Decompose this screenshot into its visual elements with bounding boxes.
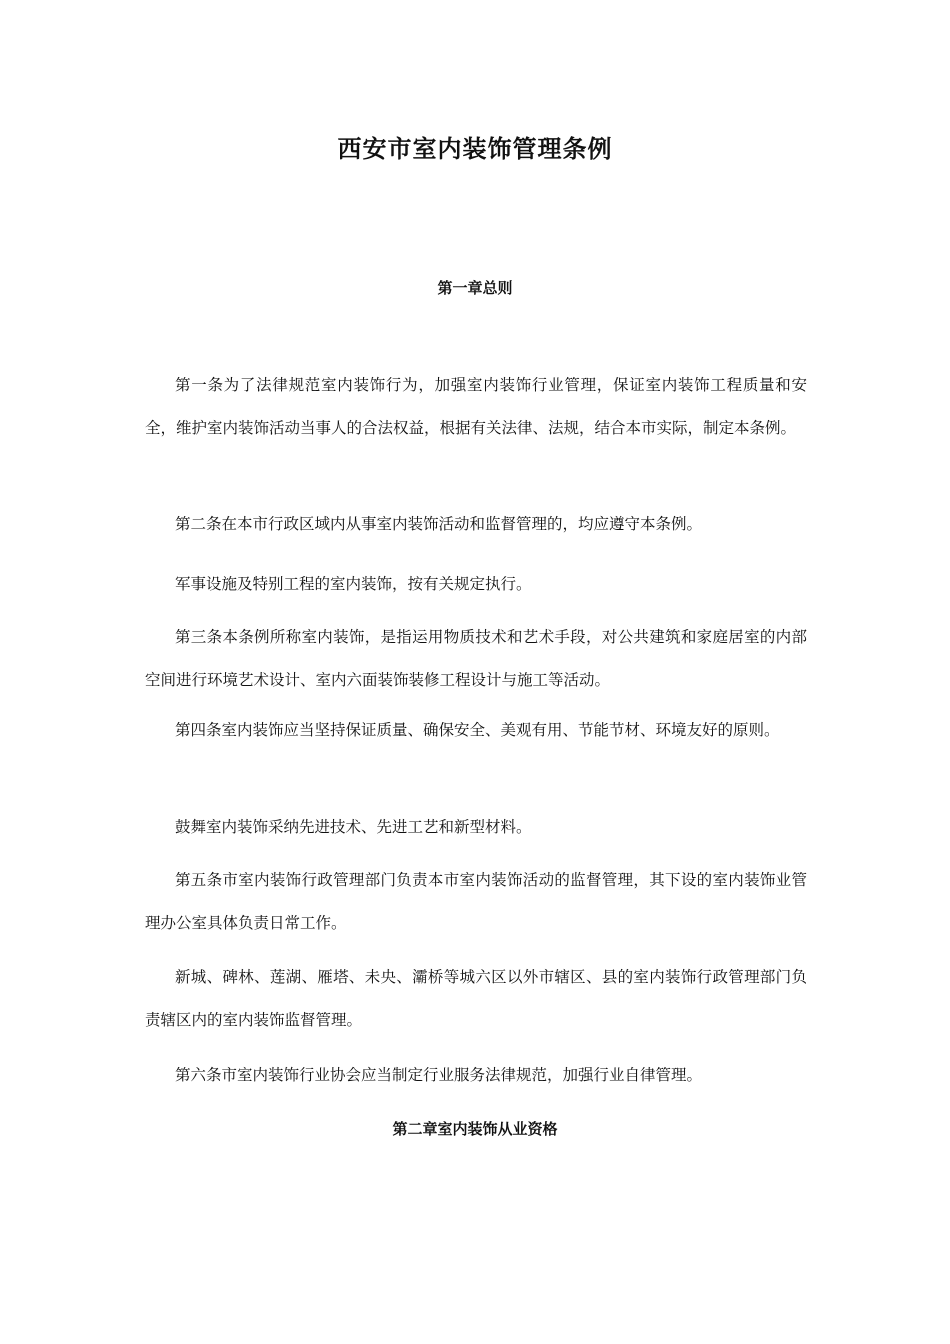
encouragement-paragraph: 鼓舞室内装饰采纳先进技术、先进工艺和新型材料。 — [175, 818, 532, 836]
district-management-paragraph: 新城、碑林、莲湖、雁塔、未央、灞桥等城六区以外市辖区、县的室内装饰行政管理部门负责辖区内的室内装饰监督管理。 — [145, 968, 807, 1029]
article-1-paragraph: 第一条为了法律规范室内装饰行为，加强室内装饰行业管理，保证室内装饰工程质量和安全，维护室内装饰活动当事人的合法权益，根据有关法律、法规，结合本市实际，制定本条例。 — [145, 376, 807, 437]
chapter-heading-1: 第一章总则 — [437, 279, 513, 297]
article-4-paragraph: 第四条室内装饰应当坚持保证质量、确保安全、美观有用、节能节材、环境友好的原则。 — [175, 721, 780, 739]
article-2-paragraph: 第二条在本市行政区域内从事室内装饰活动和监督管理的，均应遵守本条例。 — [175, 515, 703, 533]
chapter-heading-2: 第二章室内装饰从业资格 — [392, 1120, 558, 1138]
military-facilities-paragraph: 军事设施及特别工程的室内装饰，按有关规定执行。 — [175, 575, 532, 593]
article-3-paragraph: 第三条本条例所称室内装饰，是指运用物质技术和艺术手段，对公共建筑和家庭居室的内部空间进行环境艺术设计、室内六面装饰装修工程设计与施工等活动。 — [145, 628, 807, 689]
article-5-paragraph: 第五条市室内装饰行政管理部门负责本市室内装饰活动的监督管理，其下设的室内装饰业管理办公室具体负责日常工作。 — [145, 871, 807, 932]
document-title: 西安市室内装饰管理条例 — [337, 134, 613, 163]
article-6-paragraph: 第六条市室内装饰行业协会应当制定行业服务法律规范，加强行业自律管理。 — [175, 1066, 703, 1084]
